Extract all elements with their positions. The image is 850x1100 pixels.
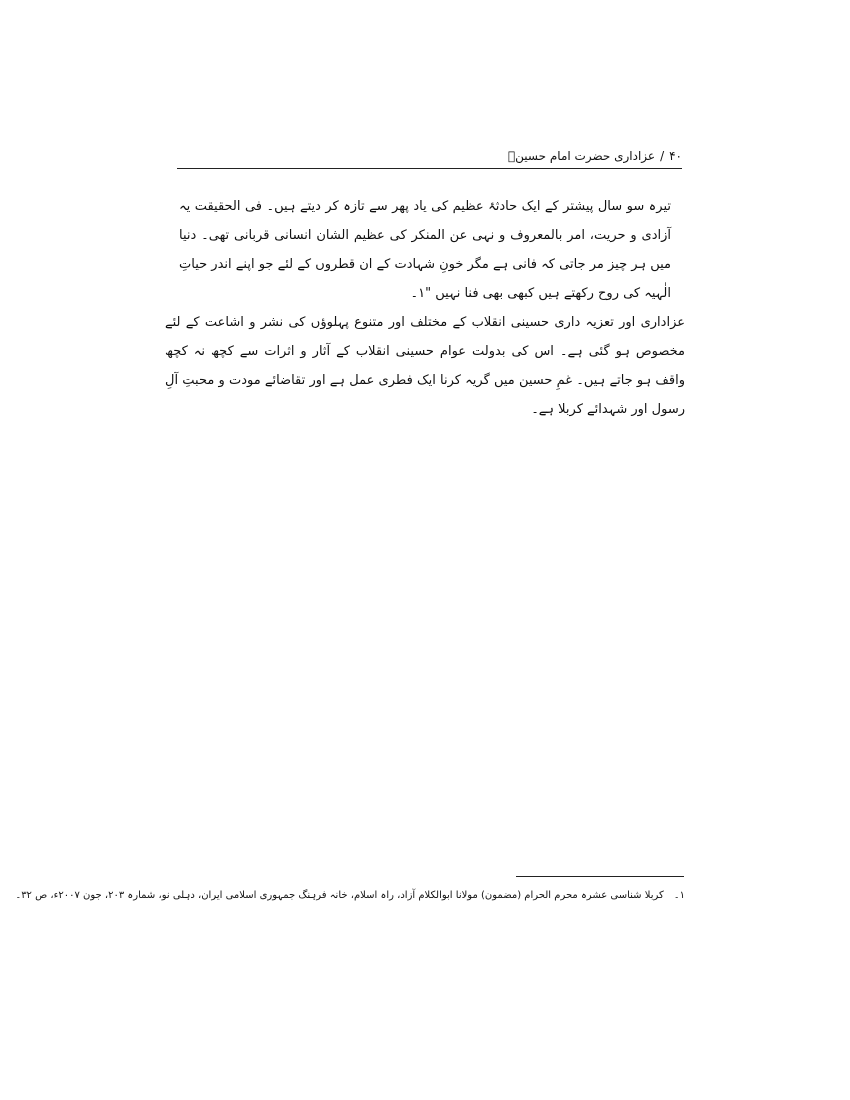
footnote-text: کربلا شناسی عشرہ محرم الحرام (مضمون) مولانا ابوالکلام آزاد، راہ اسلام، خانہ فرہنگ جمہوری اسلامی ایران، دہلی نو، شمارہ ۲۰۳، جون ۲۰۰۷ء، ص ۳۲۔ [15,890,664,901]
header-rule [177,168,682,169]
footnote-marker: ۱۔ [673,890,685,901]
page-number: ۴۰ [669,149,682,163]
main-text [165,192,685,424]
body-paragraph: عزاداری اور تعزیہ داری حسینی انقلاب کے مختلف اور متنوع پہلوؤں کی نشر و اشاعت کے لئے مخصوص ہو گئی ہے۔ اس کی بدولت عوام حسینی انقلاب کے آثار و اثرات سے کچھ نہ کچھ واقف ہو جاتے ہیں۔ غمِ حسین میں گریہ کرنا ایک فطری عمل ہے اور تقاضائے مودت و محبتِ آلِ رسول اور شہدائے کربلا ہے۔ [165,315,685,417]
quoted-passage: تیرہ سو سال پیشتر کے ایک حادثۂ عظیم کی یاد پھر سے تازہ کر دیتے ہیں۔ فی الحقیقت یہ آزادی و حریت، امر بالمعروف و نہی عن المنکر کی عظیم الشان انسانی قربانی تھی۔ دنیا میں ہر چیز مر جاتی کہ فانی ہے مگر خونِ شہادت کے ان قطروں کے لئے جو اپنے اندر حیاتِ الٰہیہ کی روح رکھتے ہیں کبھی بھی فنا نہیں "۱۔ [179,199,671,301]
footnote [15,887,685,905]
running-title: عزاداری حضرت امام حسینؑ [507,149,656,163]
header-separator: / [660,149,665,163]
running-header [177,146,682,166]
footnote-rule [516,876,684,877]
